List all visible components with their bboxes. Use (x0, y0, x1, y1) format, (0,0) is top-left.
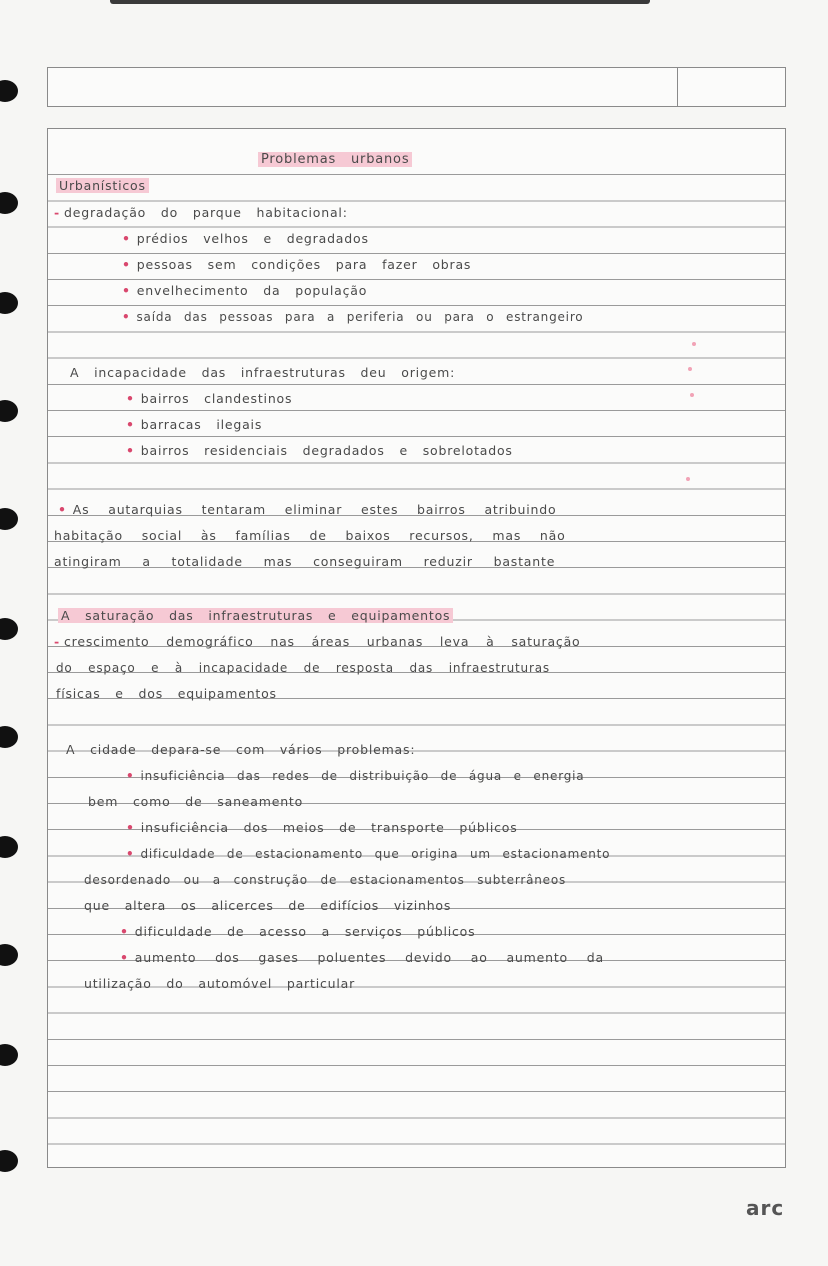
note-line: • aumento dos gases poluentes devido ao aumento da (120, 950, 604, 965)
binder-hole (0, 508, 18, 530)
note-line: • envelhecimento da população (122, 283, 368, 298)
notebook-page (47, 128, 786, 1168)
note-line: bem como de saneamento (88, 794, 304, 809)
note-line: • pessoas sem condições para fazer obras (122, 257, 472, 272)
note-line: desordenado ou a construção de estacionamentos subterrâneos (84, 873, 567, 887)
pink-dot (690, 393, 694, 397)
top-edge (110, 0, 650, 4)
note-line: • dificuldade de estacionamento que origina um estacionamento (126, 847, 611, 861)
binder-hole (0, 292, 18, 314)
note-line: físicas e dos equipamentos (56, 686, 277, 701)
note-line: atingiram a totalidade mas conseguiram reduzir bastante (54, 554, 556, 569)
pink-dot (686, 477, 690, 481)
note-line: que altera os alicerces de edifícios vizinhos (84, 898, 452, 913)
note-line: - degradação do parque habitacional: (54, 205, 348, 220)
header-box (47, 67, 786, 107)
pink-dot (692, 342, 696, 346)
page-title: Problemas urbanos (258, 151, 412, 169)
note-line: do espaço e à incapacidade de resposta das infraestruturas (56, 661, 550, 675)
note-line: • barracas ilegais (126, 417, 263, 432)
note-line: habitação social às famílias de baixos recursos, mas não (54, 528, 566, 543)
binder-hole (0, 836, 18, 858)
section-heading: A saturação das infraestruturas e equipamentos (58, 607, 453, 625)
note-line: A incapacidade das infraestruturas deu origem: (70, 365, 456, 380)
note-line: • prédios velhos e degradados (122, 231, 369, 246)
note-line: • bairros clandestinos (126, 391, 293, 406)
header-divider (677, 68, 678, 106)
note-line: • saída das pessoas para a periferia ou para o estrangeiro (122, 310, 584, 324)
binder-hole (0, 1044, 18, 1066)
binder-hole (0, 944, 18, 966)
binder-hole (0, 726, 18, 748)
note-line: • bairros residenciais degradados e sobrelotados (126, 443, 513, 458)
binder-hole (0, 192, 18, 214)
note-line: Urbanísticos (56, 177, 149, 195)
note-line: • insuficiência das redes de distribuição de água e energia (126, 769, 585, 783)
binder-hole (0, 1150, 18, 1172)
note-line: A cidade depara-se com vários problemas: (66, 742, 416, 757)
note-line: utilização do automóvel particular (84, 976, 356, 991)
binder-hole (0, 80, 18, 102)
pink-dot (688, 367, 692, 371)
note-line: • insuficiência dos meios de transporte públicos (126, 820, 518, 835)
note-line: - crescimento demográfico nas áreas urbanas leva à saturação (54, 634, 581, 649)
note-line: • dificuldade de acesso a serviços públicos (120, 924, 476, 939)
binder-hole (0, 618, 18, 640)
brand-logo: arc (746, 1196, 785, 1220)
note-line: • As autarquias tentaram eliminar estes bairros atribuindo (58, 502, 557, 517)
binder-hole (0, 400, 18, 422)
